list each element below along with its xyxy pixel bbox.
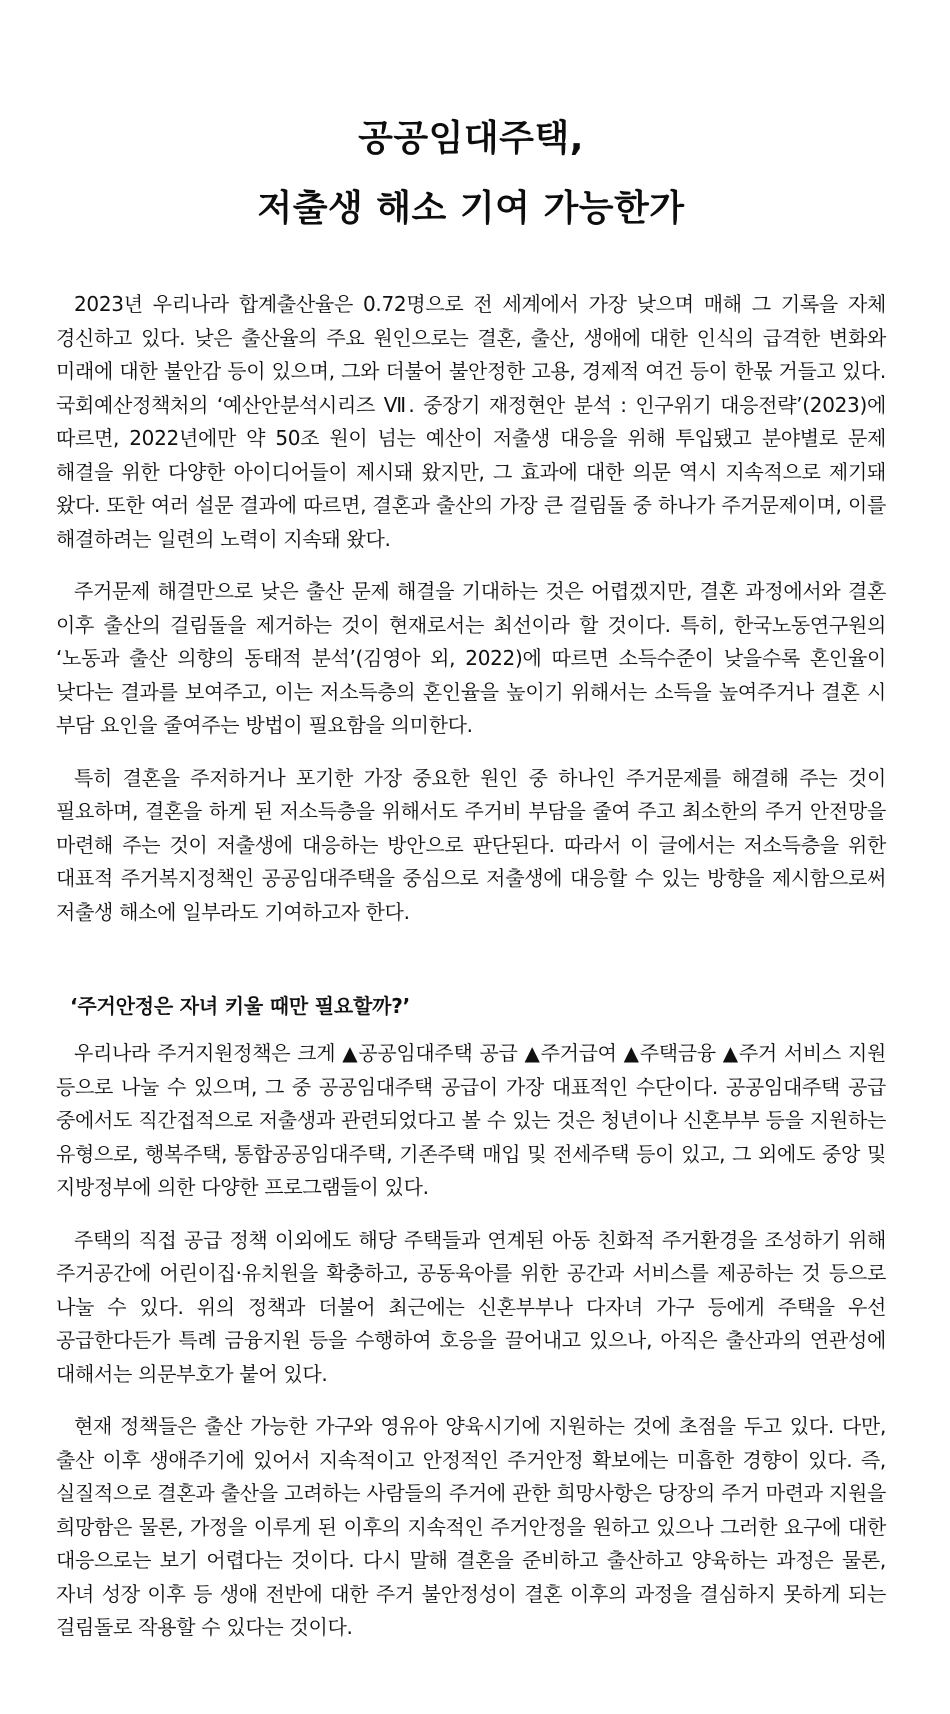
section-heading: ‘주거안정은 자녀 키울 때만 필요할까?’	[70, 994, 411, 1018]
intro-paragraph-2: 주거문제 해결만으로 낮은 출산 문제 해결을 기대하는 것은 어렵겠지만, 결혼 과정에서와 결혼 이후 출산의 걸림돌을 제거하는 것이 현재로서는 최선이라 할 것이다. 특히, 한국노동연구원의 ‘노동과 출산 의향의 동태적 분석’(김영아 외, 2022)에 따르면 소득수준이 낮을수록 혼인율이 낮다는 결과를 보여주고, 이는 저소득층의 혼인율을 높이기 위해서는 소득을 높여주거나 결혼 시 부담 요인을 줄여주는 방법이 필요함을 의미한다.	[56, 579, 887, 737]
page-title-line-1: 공공임대주택,	[358, 118, 584, 159]
section-paragraph-2: 주택의 직접 공급 정책 이외에도 해당 주택들과 연계된 아동 친화적 주거환경을 조성하기 위해 주거공간에 어린이집·유치원을 확충하고, 공동육아를 위한 공간과 서비스를 제공하는 것 등으로 나눌 수 있다. 위의 정책과 더불어 최근에는 신혼부부나 다자녀 가구 등에게 주택을 우선 공급한다든가 특례 금융지원 등을 수행하여 호응을 끌어내고 있으나, 아직은 출산과의 연관성에 대해서는 의문부호가 붙어 있다.	[56, 1227, 886, 1386]
intro-paragraph-1: 2023년 우리나라 합계출산율은 0.72명으로 전 세계에서 가장 낮으며 매해 그 기록을 자체 경신하고 있다. 낮은 출산율의 주요 원인으로는 결혼, 출산, 생애에 대한 인식의 급격한 변화와 미래에 대한 불안감 등이 있으며, 그와 더불어 불안정한 고용, 경제적 여건 등이 한몫 거들고 있다. 국회예산정책처의 ‘예산안분석시리즈 Ⅶ. 중장기 재정현안 분석 : 인구위기 대응전략’(2023)에 따르면, 2022년에만 약 50조 원이 넘는 예산이 저출생 대응을 위해 투입됐고 분야별로 문제 해결을 위한 다양한 아이디어들이 제시돼 왔지만, 그 효과에 대한 의문 역시 지속적으로 제기돼 왔다. 또한 여러 설문 결과에 따르면, 결혼과 출산의 가장 큰 걸림돌 중 하나가 주거문제이며, 이를 해결하려는 일련의 노력이 지속돼 왔다.	[56, 292, 886, 551]
page-title-line-2: 저출생 해소 기여 가능한가	[257, 188, 685, 229]
section-paragraph-1: 우리나라 주거지원정책은 크게 ▲공공임대주택 공급 ▲주거급여 ▲주택금융 ▲주거 서비스 지원 등으로 나눌 수 있으며, 그 중 공공임대주택 공급이 가장 대표적인 수단이다. 공공임대주택 공급 중에서도 직간접적으로 저출생과 관련되었다고 볼 수 있는 것은 청년이나 신혼부부 등을 지원하는 유형으로, 행복주택, 통합공공임대주택, 기존주택 매입 및 전세주택 등이 있고, 그 외에도 중앙 및 지방정부에 의한 다양한 프로그램들이 있다.	[56, 1041, 886, 1199]
section-paragraph-3: 현재 정책들은 출산 가능한 가구와 영유아 양육시기에 지원하는 것에 초점을 두고 있다. 다만, 출산 이후 생애주기에 있어서 지속적이고 안정적인 주거안정 확보에는 미흡한 경향이 있다. 즉, 실질적으로 결혼과 출산을 고려하는 사람들의 주거에 관한 희망사항은 당장의 주거 마련과 지원을 희망함은 물론, 가정을 이루게 된 이후의 지속적인 주거안정을 원하고 있으나 그러한 요구에 대한 대응으로는 보기 어렵다는 것이다. 다시 말해 결혼을 준비하고 출산하고 양육하는 과정은 물론, 자녀 성장 이후 등 생애 전반에 대한 주거 불안정성이 결혼 이후의 과정을 결심하지 못하게 되는 걸림돌로 작용할 수 있다는 것이다.	[56, 1414, 886, 1639]
article-body	[56, 288, 886, 1645]
title-block	[56, 0, 886, 244]
intro-paragraph-3: 특히 결혼을 주저하거나 포기한 가장 중요한 원인 중 하나인 주거문제를 해결해 주는 것이 필요하며, 결혼을 하게 된 저소득층을 위해서도 주거비 부담을 줄여 주고 최소한의 주거 안전망을 마련해 주는 것이 저출생에 대응하는 방안으로 판단된다. 따라서 이 글에서는 저소득층을 위한 대표적 주거복지정책인 공공임대주택을 중심으로 저출생에 대응할 수 있는 방향을 제시함으로써 저출생 해소에 일부라도 기여하고자 한다.	[56, 765, 886, 924]
